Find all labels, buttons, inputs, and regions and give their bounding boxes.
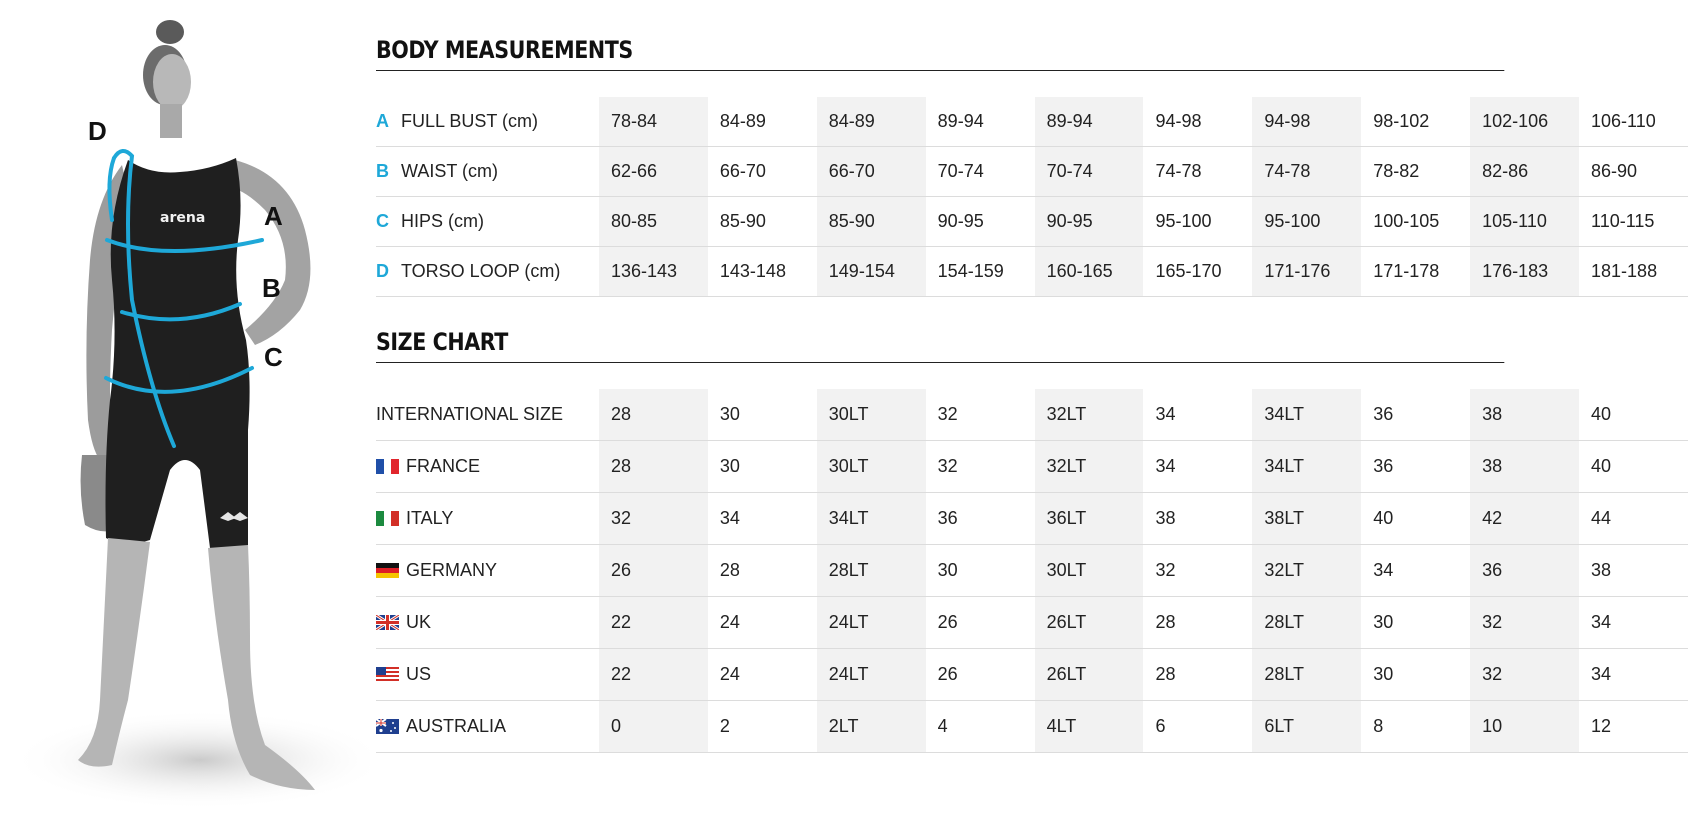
row-label: FRANCE (406, 456, 481, 476)
table-cell: 28LT (817, 545, 926, 597)
table-cell: 171-176 (1252, 247, 1361, 297)
row-label-cell (376, 649, 599, 701)
table-cell: 32 (926, 441, 1035, 493)
table-cell: 94-98 (1252, 97, 1361, 147)
table-cell: 6 (1143, 701, 1252, 753)
figure-label-d: D (88, 116, 107, 146)
table-cell: 32 (1470, 649, 1579, 701)
table-cell: 36 (926, 493, 1035, 545)
table-cell: 86-90 (1579, 147, 1688, 197)
table-cell: 0 (599, 701, 708, 753)
table-cell: 36 (1470, 545, 1579, 597)
table-cell: 95-100 (1252, 197, 1361, 247)
table-cell: 24LT (817, 649, 926, 701)
measurement-letter: B (376, 161, 389, 181)
table-cell: 100-105 (1361, 197, 1470, 247)
table-cell: 70-74 (926, 147, 1035, 197)
france-flag-icon (376, 459, 399, 474)
body-measurements-title: BODY MEASUREMENTS (376, 30, 1504, 71)
table-cell: 30 (1361, 597, 1470, 649)
table-cell: 2LT (817, 701, 926, 753)
table-cell: 74-78 (1252, 147, 1361, 197)
table-cell: 62-66 (599, 147, 708, 197)
us-flag-icon (376, 667, 399, 682)
table-cell: 4LT (1035, 701, 1144, 753)
table-cell: 160-165 (1035, 247, 1144, 297)
italy-flag-icon (376, 511, 399, 526)
table-cell: 30LT (817, 389, 926, 441)
table-cell: 24 (708, 597, 817, 649)
table-cell: 6LT (1252, 701, 1361, 753)
table-cell: 34LT (1252, 441, 1361, 493)
table-cell: 149-154 (817, 247, 926, 297)
table-cell: 36 (1361, 389, 1470, 441)
table-cell: 26LT (1035, 649, 1144, 701)
measurement-letter: C (376, 211, 389, 231)
table-cell: 28LT (1252, 649, 1361, 701)
table-cell: 32 (1143, 545, 1252, 597)
table-cell: 32LT (1035, 441, 1144, 493)
table-cell: 32 (1470, 597, 1579, 649)
table-cell: 40 (1579, 441, 1688, 493)
row-label: UK (406, 612, 432, 632)
table-cell: 22 (599, 597, 708, 649)
measurement-letter: D (376, 261, 389, 281)
table-cell: 106-110 (1579, 97, 1688, 147)
table-cell: 28 (599, 441, 708, 493)
table-cell: 165-170 (1143, 247, 1252, 297)
table-cell: 2 (708, 701, 817, 753)
table-cell: 84-89 (817, 97, 926, 147)
size-chart-title: SIZE CHART (376, 322, 1504, 363)
row-label-cell (376, 247, 599, 297)
table-cell: 34 (1143, 389, 1252, 441)
table-cell: 84-89 (708, 97, 817, 147)
table-cell: 26 (926, 597, 1035, 649)
row-label-cell (376, 441, 599, 493)
table-cell: 171-178 (1361, 247, 1470, 297)
row-label: US (406, 664, 432, 684)
table-cell: 110-115 (1579, 197, 1688, 247)
table-cell: 28 (599, 389, 708, 441)
suit-logo: arena (160, 210, 206, 226)
table-cell: 4 (926, 701, 1035, 753)
row-label-cell (376, 701, 599, 753)
table-cell: 30 (708, 389, 817, 441)
table-row (376, 197, 1688, 247)
table-row (376, 441, 1688, 493)
table-cell: 85-90 (817, 197, 926, 247)
size-chart-table (376, 389, 1688, 753)
table-cell: 89-94 (926, 97, 1035, 147)
table-cell: 38 (1143, 493, 1252, 545)
row-label-cell (376, 597, 599, 649)
table-cell: 38 (1470, 441, 1579, 493)
table-cell: 30 (708, 441, 817, 493)
table-row (376, 597, 1688, 649)
row-label: ITALY (406, 508, 454, 528)
table-cell: 28LT (1252, 597, 1361, 649)
table-cell: 66-70 (817, 147, 926, 197)
row-label-cell (376, 197, 599, 247)
row-label-cell (376, 389, 599, 441)
table-row (376, 247, 1688, 297)
table-row (376, 649, 1688, 701)
table-cell: 90-95 (926, 197, 1035, 247)
table-cell: 10 (1470, 701, 1579, 753)
table-cell: 28 (708, 545, 817, 597)
table-cell: 28 (1143, 597, 1252, 649)
body-measurements-section (376, 30, 1688, 297)
body-measurements-table (376, 97, 1688, 297)
table-cell: 89-94 (1035, 97, 1144, 147)
table-row (376, 147, 1688, 197)
table-cell: 34 (1579, 597, 1688, 649)
table-cell: 85-90 (708, 197, 817, 247)
row-label: TORSO LOOP (cm) (401, 261, 561, 281)
australia-flag-icon (376, 719, 399, 734)
table-cell: 34 (1579, 649, 1688, 701)
figure-label-c: C (264, 342, 283, 372)
row-label: WAIST (cm) (401, 161, 498, 181)
table-cell: 32 (926, 389, 1035, 441)
germany-flag-icon (376, 563, 399, 578)
table-cell: 26 (599, 545, 708, 597)
table-row (376, 493, 1688, 545)
table-cell: 70-74 (1035, 147, 1144, 197)
table-cell: 12 (1579, 701, 1688, 753)
row-label: AUSTRALIA (406, 716, 507, 736)
table-cell: 26 (926, 649, 1035, 701)
table-cell: 66-70 (708, 147, 817, 197)
table-cell: 136-143 (599, 247, 708, 297)
table-cell: 34LT (817, 493, 926, 545)
table-row (376, 97, 1688, 147)
table-cell: 143-148 (708, 247, 817, 297)
table-cell: 176-183 (1470, 247, 1579, 297)
table-cell: 34LT (1252, 389, 1361, 441)
table-cell: 32 (599, 493, 708, 545)
table-cell: 98-102 (1361, 97, 1470, 147)
table-cell: 26LT (1035, 597, 1144, 649)
row-label: GERMANY (406, 560, 498, 580)
table-cell: 102-106 (1470, 97, 1579, 147)
table-cell: 30LT (817, 441, 926, 493)
table-cell: 34 (1361, 545, 1470, 597)
table-cell: 42 (1470, 493, 1579, 545)
table-cell: 78-82 (1361, 147, 1470, 197)
table-cell: 24LT (817, 597, 926, 649)
table-cell: 80-85 (599, 197, 708, 247)
table-cell: 8 (1361, 701, 1470, 753)
row-label: HIPS (cm) (401, 211, 484, 231)
row-label: INTERNATIONAL SIZE (376, 404, 564, 424)
row-label-cell (376, 147, 599, 197)
table-cell: 38LT (1252, 493, 1361, 545)
table-cell: 90-95 (1035, 197, 1144, 247)
table-cell: 38 (1579, 545, 1688, 597)
table-cell: 30 (926, 545, 1035, 597)
table-cell: 32LT (1035, 389, 1144, 441)
figure-label-a: A (264, 201, 283, 231)
table-cell: 94-98 (1143, 97, 1252, 147)
table-row (376, 545, 1688, 597)
table-row (376, 389, 1688, 441)
row-label: FULL BUST (cm) (401, 111, 539, 131)
table-cell: 40 (1361, 493, 1470, 545)
swimmer-measurement-figure (0, 0, 370, 820)
table-cell: 36LT (1035, 493, 1144, 545)
table-cell: 30LT (1035, 545, 1144, 597)
figure-label-b: B (262, 273, 281, 303)
table-cell: 32LT (1252, 545, 1361, 597)
table-cell: 34 (1143, 441, 1252, 493)
table-cell: 22 (599, 649, 708, 701)
table-cell: 36 (1361, 441, 1470, 493)
table-cell: 78-84 (599, 97, 708, 147)
table-cell: 24 (708, 649, 817, 701)
row-label-cell (376, 97, 599, 147)
table-cell: 34 (708, 493, 817, 545)
table-row (376, 701, 1688, 753)
table-cell: 95-100 (1143, 197, 1252, 247)
uk-flag-icon (376, 615, 399, 630)
table-cell: 28 (1143, 649, 1252, 701)
table-cell: 44 (1579, 493, 1688, 545)
row-label-cell (376, 493, 599, 545)
measurement-letter: A (376, 111, 389, 131)
size-chart-section (376, 322, 1688, 753)
table-cell: 38 (1470, 389, 1579, 441)
table-cell: 74-78 (1143, 147, 1252, 197)
table-cell: 105-110 (1470, 197, 1579, 247)
table-cell: 181-188 (1579, 247, 1688, 297)
table-cell: 30 (1361, 649, 1470, 701)
table-cell: 40 (1579, 389, 1688, 441)
table-cell: 82-86 (1470, 147, 1579, 197)
table-cell: 154-159 (926, 247, 1035, 297)
row-label-cell (376, 545, 599, 597)
